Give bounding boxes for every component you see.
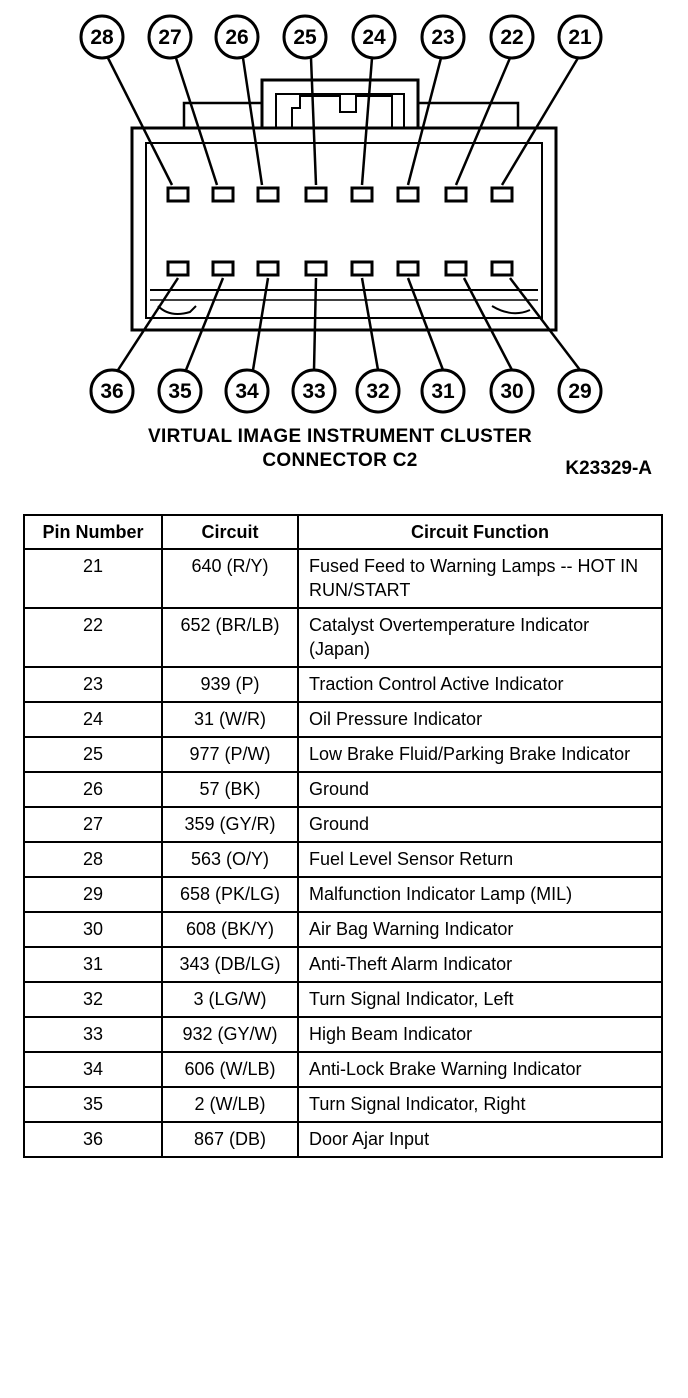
circuit-cell: 932 (GY/W) [162,1017,298,1052]
header-circuit: Circuit [162,515,298,549]
header-pin-number: Pin Number [24,515,162,549]
callout-label: 33 [302,380,326,403]
callout-27 [149,16,191,58]
figure-title: VIRTUAL IMAGE INSTRUMENT CLUSTER [148,426,532,447]
callout-label: 35 [168,380,192,403]
pin-number-cell: 29 [24,877,162,912]
connector-pin [352,188,372,201]
connector-pin [213,262,233,275]
leader-line [502,58,578,185]
figure-code: K23329-A [565,458,652,479]
circuit-function-cell: Low Brake Fluid/Parking Brake Indicator [298,737,662,772]
circuit-function-cell: Ground [298,772,662,807]
pin-number-cell: 23 [24,667,162,702]
circuit-function-cell: Malfunction Indicator Lamp (MIL) [298,877,662,912]
connector-pin [168,262,188,275]
callout-label: 22 [500,26,524,49]
circuit-function-cell: Turn Signal Indicator, Left [298,982,662,1017]
table-row [24,737,662,772]
circuit-cell: 563 (O/Y) [162,842,298,877]
connector-pin [258,188,278,201]
circuit-cell: 977 (P/W) [162,737,298,772]
circuit-function-cell: Traction Control Active Indicator [298,667,662,702]
leader-line [362,278,378,370]
pin-number-cell: 33 [24,1017,162,1052]
pin-number-cell: 26 [24,772,162,807]
connector-pin [492,262,512,275]
table-row [24,877,662,912]
table-row [24,772,662,807]
callout-leaders [108,58,580,370]
connector-pin [306,188,326,201]
leader-line [408,278,443,370]
leader-line [464,278,512,370]
leader-line [176,58,217,185]
pin-number-cell: 21 [24,549,162,608]
table-row [24,549,662,608]
table-row [24,702,662,737]
circuit-cell: 608 (BK/Y) [162,912,298,947]
callout-22 [491,16,533,58]
pin-number-cell: 27 [24,807,162,842]
table-row [24,912,662,947]
leader-line [314,278,316,370]
circuit-cell: 343 (DB/LG) [162,947,298,982]
callout-28 [81,16,123,58]
callout-label: 27 [158,26,182,49]
circuit-function-cell: Turn Signal Indicator, Right [298,1087,662,1122]
table-row [24,807,662,842]
callout-29 [559,370,601,412]
header-circuit-function: Circuit Function [298,515,662,549]
table-row [24,1017,662,1052]
callout-30 [491,370,533,412]
callout-label: 24 [362,26,386,49]
circuit-function-cell: Anti-Lock Brake Warning Indicator [298,1052,662,1087]
callout-23 [422,16,464,58]
circuit-function-cell: Oil Pressure Indicator [298,702,662,737]
connector-pin [492,188,512,201]
circuit-function-cell: Fused Feed to Warning Lamps -- HOT IN RUN/START [298,549,662,608]
table-row [24,982,662,1017]
table-row [24,667,662,702]
circuit-function-cell: Fuel Level Sensor Return [298,842,662,877]
pin-number-cell: 25 [24,737,162,772]
connector-pin [446,188,466,201]
connector-pin [213,188,233,201]
connector-pin [352,262,372,275]
callout-24 [353,16,395,58]
callout-label: 31 [431,380,455,403]
circuit-cell: 939 (P) [162,667,298,702]
pin-number-cell: 35 [24,1087,162,1122]
pin-number-cell: 32 [24,982,162,1017]
connector-diagram [0,0,688,500]
circuit-function-cell: Anti-Theft Alarm Indicator [298,947,662,982]
leader-line [186,278,223,370]
bottom-pin-row [168,262,512,275]
table-row [24,1052,662,1087]
leader-line [108,58,172,185]
callout-label: 29 [568,380,592,403]
connector-pin [446,262,466,275]
callout-21 [559,16,601,58]
pin-number-cell: 24 [24,702,162,737]
circuit-function-cell: High Beam Indicator [298,1017,662,1052]
callout-label: 30 [500,380,524,403]
pin-number-cell: 22 [24,608,162,667]
callout-label: 23 [431,26,455,49]
table-row [24,608,662,667]
leader-line [243,58,262,185]
connector-pin [398,188,418,201]
callout-35 [159,370,201,412]
circuit-cell: 640 (R/Y) [162,549,298,608]
callout-label: 32 [366,380,390,403]
table-row [24,947,662,982]
circuit-function-cell: Air Bag Warning Indicator [298,912,662,947]
table-row [24,1087,662,1122]
circuit-cell: 606 (W/LB) [162,1052,298,1087]
callout-label: 26 [225,26,249,49]
circuit-cell: 652 (BR/LB) [162,608,298,667]
table-row [24,1122,662,1157]
callout-32 [357,370,399,412]
pin-number-cell: 34 [24,1052,162,1087]
circuit-cell: 359 (GY/R) [162,807,298,842]
pin-number-cell: 31 [24,947,162,982]
leader-line [510,278,580,370]
circuit-cell: 31 (W/R) [162,702,298,737]
connector-pin [398,262,418,275]
callout-25 [284,16,326,58]
bottom-callouts [91,370,601,412]
figure-subtitle: CONNECTOR C2 [262,450,418,471]
connector-pin [168,188,188,201]
pin-number-cell: 28 [24,842,162,877]
callout-label: 34 [235,380,259,403]
circuit-function-cell: Catalyst Overtemperature Indicator (Japan) [298,608,662,667]
leader-line [118,278,178,370]
callout-31 [422,370,464,412]
circuit-cell: 57 (BK) [162,772,298,807]
leader-line [408,58,441,185]
callout-34 [226,370,268,412]
top-callouts [81,16,601,58]
circuit-cell: 3 (LG/W) [162,982,298,1017]
table-header-row [24,515,662,549]
circuit-cell: 658 (PK/LG) [162,877,298,912]
leader-line [311,58,316,185]
callout-26 [216,16,258,58]
circuit-cell: 867 (DB) [162,1122,298,1157]
pin-table [23,514,663,1158]
top-pin-row [168,188,512,201]
circuit-function-cell: Ground [298,807,662,842]
callout-label: 21 [568,26,592,49]
callout-label: 28 [90,26,114,49]
leader-line [362,58,372,185]
callout-label: 36 [100,380,124,403]
leader-line [253,278,268,370]
circuit-cell: 2 (W/LB) [162,1087,298,1122]
pin-number-cell: 36 [24,1122,162,1157]
callout-33 [293,370,335,412]
callout-36 [91,370,133,412]
pin-number-cell: 30 [24,912,162,947]
connector-pin [306,262,326,275]
callout-label: 25 [293,26,317,49]
table-row [24,842,662,877]
leader-line [456,58,510,185]
circuit-function-cell: Door Ajar Input [298,1122,662,1157]
connector-pin [258,262,278,275]
